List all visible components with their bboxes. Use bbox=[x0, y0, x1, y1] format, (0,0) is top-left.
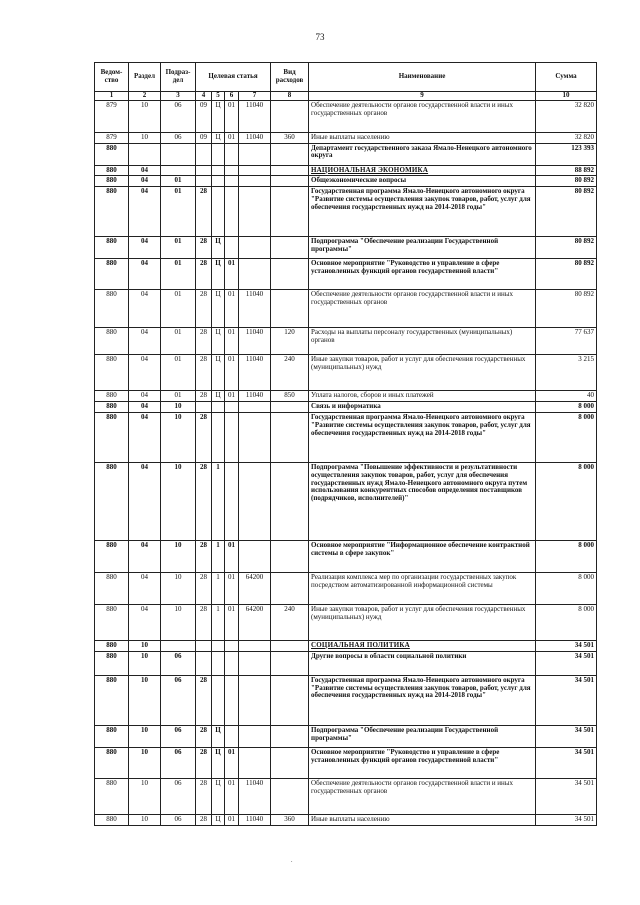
cell-cs-program: 28 bbox=[196, 290, 212, 328]
cell-razdel: 10 bbox=[129, 100, 161, 132]
cell-cs-subprogram: Ц bbox=[212, 355, 225, 391]
cell-vid-rashodov bbox=[271, 290, 309, 328]
cell-vid-rashodov bbox=[271, 237, 309, 259]
cell-vid-rashodov bbox=[271, 778, 309, 814]
cell-cs-subprogram: Ц bbox=[212, 259, 225, 290]
cell-cs-event: 01 bbox=[225, 604, 239, 640]
table-row bbox=[95, 355, 597, 391]
cell-cs-direction bbox=[239, 412, 271, 462]
cell-cs-direction: 11040 bbox=[239, 391, 271, 402]
cell-cs-event: 01 bbox=[225, 814, 239, 825]
cell-cs-program bbox=[196, 165, 212, 176]
cell-summa: 77 637 bbox=[536, 328, 597, 355]
cell-naimenovanie: Государственная программа Ямало-Ненецкого автономного округа "Развитие системы осуществления закупок товаров, работ, услуг для обеспечения государственных нужд на 2014-2018 годы" bbox=[309, 187, 536, 237]
cell-razdel: 10 bbox=[129, 651, 161, 675]
cell-vedomstvo: 880 bbox=[95, 604, 129, 640]
table-row bbox=[95, 290, 597, 328]
cell-razdel: 04 bbox=[129, 604, 161, 640]
cell-vid-rashodov bbox=[271, 100, 309, 132]
cell-summa: 80 892 bbox=[536, 290, 597, 328]
cell-vedomstvo: 880 bbox=[95, 747, 129, 778]
cell-vedomstvo: 879 bbox=[95, 100, 129, 132]
cell-summa: 88 892 bbox=[536, 165, 597, 176]
cell-razdel: 04 bbox=[129, 165, 161, 176]
cell-vedomstvo: 880 bbox=[95, 402, 129, 413]
cell-naimenovanie: Общеэкономические вопросы bbox=[309, 176, 536, 187]
cell-vedomstvo: 880 bbox=[95, 355, 129, 391]
table-row bbox=[95, 604, 597, 640]
cell-razdel: 04 bbox=[129, 176, 161, 187]
cell-summa: 8 000 bbox=[536, 540, 597, 572]
cell-cs-subprogram: Ц bbox=[212, 237, 225, 259]
column-number: 9 bbox=[309, 92, 536, 101]
cell-naimenovanie: Основное мероприятие "Информационное обеспечение контрактной системы в сфере закупок" bbox=[309, 540, 536, 572]
cell-cs-event bbox=[225, 237, 239, 259]
table-row bbox=[95, 747, 597, 778]
header-row bbox=[95, 63, 597, 92]
cell-summa: 8 000 bbox=[536, 462, 597, 540]
table-row bbox=[95, 651, 597, 675]
cell-cs-program: 28 bbox=[196, 355, 212, 391]
table-row bbox=[95, 237, 597, 259]
cell-summa: 8 000 bbox=[536, 412, 597, 462]
cell-podrazdel: 06 bbox=[161, 725, 196, 747]
cell-podrazdel: 01 bbox=[161, 391, 196, 402]
cell-cs-direction bbox=[239, 176, 271, 187]
cell-summa: 34 501 bbox=[536, 778, 597, 814]
cell-cs-direction: 11040 bbox=[239, 100, 271, 132]
cell-razdel: 04 bbox=[129, 462, 161, 540]
cell-vid-rashodov bbox=[271, 675, 309, 725]
cell-cs-subprogram: Ц bbox=[212, 747, 225, 778]
table-row bbox=[95, 391, 597, 402]
cell-cs-subprogram bbox=[212, 675, 225, 725]
cell-vid-rashodov bbox=[271, 540, 309, 572]
table-row bbox=[95, 462, 597, 540]
column-number: 2 bbox=[129, 92, 161, 101]
cell-cs-program: 28 bbox=[196, 778, 212, 814]
cell-cs-event bbox=[225, 187, 239, 237]
cell-podrazdel: 10 bbox=[161, 604, 196, 640]
column-number: 6 bbox=[225, 92, 239, 101]
cell-cs-subprogram: 1 bbox=[212, 572, 225, 604]
cell-razdel: 04 bbox=[129, 540, 161, 572]
cell-cs-event bbox=[225, 143, 239, 165]
cell-podrazdel: 10 bbox=[161, 572, 196, 604]
cell-cs-program: 28 bbox=[196, 237, 212, 259]
cell-cs-event: 01 bbox=[225, 355, 239, 391]
cell-cs-direction bbox=[239, 237, 271, 259]
cell-naimenovanie: Обеспечение деятельности органов государственной власти и иных государственных органов bbox=[309, 100, 536, 132]
table-row bbox=[95, 187, 597, 237]
cell-summa: 8 000 bbox=[536, 572, 597, 604]
cell-cs-subprogram: Ц bbox=[212, 328, 225, 355]
column-number-row bbox=[95, 92, 597, 101]
cell-cs-subprogram: 1 bbox=[212, 540, 225, 572]
cell-summa: 80 892 bbox=[536, 259, 597, 290]
column-number: 7 bbox=[239, 92, 271, 101]
cell-cs-direction bbox=[239, 675, 271, 725]
cell-cs-event: 01 bbox=[225, 100, 239, 132]
cell-vid-rashodov bbox=[271, 412, 309, 462]
cell-razdel: 04 bbox=[129, 572, 161, 604]
cell-cs-event bbox=[225, 675, 239, 725]
cell-naimenovanie: Подпрограмма "Обеспечение реализации Государственной программы" bbox=[309, 725, 536, 747]
cell-cs-subprogram bbox=[212, 640, 225, 651]
cell-vid-rashodov bbox=[271, 462, 309, 540]
cell-cs-subprogram: Ц bbox=[212, 725, 225, 747]
cell-naimenovanie: Связь и информатика bbox=[309, 402, 536, 413]
cell-cs-event: 01 bbox=[225, 391, 239, 402]
cell-naimenovanie: Уплата налогов, сборов и иных платежей bbox=[309, 391, 536, 402]
cell-podrazdel bbox=[161, 640, 196, 651]
cell-vid-rashodov bbox=[271, 747, 309, 778]
cell-cs-event: 01 bbox=[225, 747, 239, 778]
cell-razdel: 04 bbox=[129, 187, 161, 237]
table-row bbox=[95, 540, 597, 572]
cell-cs-event bbox=[225, 640, 239, 651]
cell-naimenovanie: Иные выплаты населению bbox=[309, 132, 536, 143]
table-row bbox=[95, 412, 597, 462]
cell-podrazdel: 01 bbox=[161, 237, 196, 259]
cell-summa: 34 501 bbox=[536, 640, 597, 651]
cell-vedomstvo: 880 bbox=[95, 725, 129, 747]
cell-podrazdel: 06 bbox=[161, 132, 196, 143]
cell-cs-subprogram: 1 bbox=[212, 604, 225, 640]
column-number: 5 bbox=[212, 92, 225, 101]
cell-cs-direction: 64200 bbox=[239, 572, 271, 604]
cell-vedomstvo: 880 bbox=[95, 187, 129, 237]
cell-cs-program: 28 bbox=[196, 604, 212, 640]
cell-vid-rashodov: 850 bbox=[271, 391, 309, 402]
header-vedomstvo: Ведом-ство bbox=[95, 63, 129, 92]
cell-cs-direction bbox=[239, 651, 271, 675]
cell-cs-direction bbox=[239, 747, 271, 778]
cell-cs-subprogram: Ц bbox=[212, 778, 225, 814]
cell-cs-event: 01 bbox=[225, 328, 239, 355]
cell-vid-rashodov: 360 bbox=[271, 814, 309, 825]
cell-cs-program: 28 bbox=[196, 572, 212, 604]
cell-summa: 32 820 bbox=[536, 100, 597, 132]
cell-naimenovanie: Государственная программа Ямало-Ненецкого автономного округа "Развитие системы осуществления закупок товаров, работ, услуг для обеспечения государственных нужд на 2014-2018 годы" bbox=[309, 675, 536, 725]
cell-cs-program: 09 bbox=[196, 132, 212, 143]
cell-vid-rashodov bbox=[271, 725, 309, 747]
cell-naimenovanie: Другие вопросы в области социальной политики bbox=[309, 651, 536, 675]
cell-vedomstvo: 880 bbox=[95, 259, 129, 290]
cell-cs-program: 28 bbox=[196, 725, 212, 747]
cell-podrazdel bbox=[161, 165, 196, 176]
cell-vid-rashodov bbox=[271, 402, 309, 413]
table-row bbox=[95, 572, 597, 604]
cell-razdel: 10 bbox=[129, 132, 161, 143]
cell-cs-subprogram: 1 bbox=[212, 462, 225, 540]
cell-vedomstvo: 880 bbox=[95, 176, 129, 187]
cell-razdel: 10 bbox=[129, 814, 161, 825]
cell-cs-subprogram bbox=[212, 165, 225, 176]
cell-vedomstvo: 880 bbox=[95, 778, 129, 814]
cell-cs-event bbox=[225, 165, 239, 176]
cell-cs-event: 01 bbox=[225, 778, 239, 814]
cell-podrazdel: 06 bbox=[161, 778, 196, 814]
cell-vedomstvo: 880 bbox=[95, 640, 129, 651]
cell-naimenovanie: Иные закупки товаров, работ и услуг для обеспечения государственных (муниципальных) нужд bbox=[309, 604, 536, 640]
cell-summa: 34 501 bbox=[536, 725, 597, 747]
cell-cs-event: 01 bbox=[225, 290, 239, 328]
cell-cs-program: 28 bbox=[196, 391, 212, 402]
cell-cs-program bbox=[196, 651, 212, 675]
cell-summa: 34 501 bbox=[536, 814, 597, 825]
cell-razdel: 10 bbox=[129, 725, 161, 747]
table-row bbox=[95, 814, 597, 825]
cell-naimenovanie: НАЦИОНАЛЬНАЯ ЭКОНОМИКА bbox=[309, 165, 536, 176]
cell-cs-subprogram: Ц bbox=[212, 100, 225, 132]
cell-naimenovanie: Обеспечение деятельности органов государственной власти и иных государственных органов bbox=[309, 290, 536, 328]
cell-podrazdel: 06 bbox=[161, 675, 196, 725]
cell-cs-subprogram bbox=[212, 187, 225, 237]
cell-cs-direction bbox=[239, 725, 271, 747]
cell-cs-event bbox=[225, 462, 239, 540]
page-number: 73 bbox=[315, 32, 325, 42]
table-row bbox=[95, 778, 597, 814]
cell-summa: 3 215 bbox=[536, 355, 597, 391]
cell-vid-rashodov bbox=[271, 572, 309, 604]
cell-vedomstvo: 880 bbox=[95, 651, 129, 675]
cell-cs-direction: 11040 bbox=[239, 814, 271, 825]
cell-podrazdel: 06 bbox=[161, 814, 196, 825]
cell-summa: 40 bbox=[536, 391, 597, 402]
cell-vid-rashodov: 240 bbox=[271, 604, 309, 640]
cell-cs-program: 09 bbox=[196, 100, 212, 132]
cell-cs-direction bbox=[239, 187, 271, 237]
cell-cs-event: 01 bbox=[225, 132, 239, 143]
cell-cs-subprogram: Ц bbox=[212, 132, 225, 143]
cell-razdel bbox=[129, 143, 161, 165]
cell-cs-event bbox=[225, 402, 239, 413]
cell-cs-event: 01 bbox=[225, 540, 239, 572]
cell-naimenovanie: Реализация комплекса мер по организации государственных закупок посредством автоматизированной информационной системы bbox=[309, 572, 536, 604]
cell-razdel: 04 bbox=[129, 402, 161, 413]
cell-vedomstvo: 880 bbox=[95, 814, 129, 825]
cell-summa: 80 892 bbox=[536, 237, 597, 259]
cell-podrazdel: 01 bbox=[161, 290, 196, 328]
cell-cs-program: 28 bbox=[196, 814, 212, 825]
cell-summa: 80 892 bbox=[536, 187, 597, 237]
column-number: 8 bbox=[271, 92, 309, 101]
cell-cs-program: 28 bbox=[196, 328, 212, 355]
cell-cs-program bbox=[196, 640, 212, 651]
cell-naimenovanie: Основное мероприятие "Руководство и управление в сфере установленных функций органов государственной власти" bbox=[309, 747, 536, 778]
cell-cs-direction bbox=[239, 259, 271, 290]
cell-vid-rashodov bbox=[271, 259, 309, 290]
cell-podrazdel: 06 bbox=[161, 747, 196, 778]
cell-vedomstvo: 880 bbox=[95, 391, 129, 402]
cell-cs-event bbox=[225, 725, 239, 747]
table-row bbox=[95, 176, 597, 187]
cell-cs-direction bbox=[239, 165, 271, 176]
cell-cs-direction: 11040 bbox=[239, 778, 271, 814]
cell-podrazdel bbox=[161, 143, 196, 165]
cell-razdel: 04 bbox=[129, 259, 161, 290]
cell-vid-rashodov bbox=[271, 165, 309, 176]
cell-vid-rashodov bbox=[271, 187, 309, 237]
cell-podrazdel: 06 bbox=[161, 100, 196, 132]
cell-naimenovanie: Основное мероприятие "Руководство и управление в сфере установленных функций органов государственной власти" bbox=[309, 259, 536, 290]
footer-mark: . bbox=[291, 858, 293, 864]
cell-cs-event: 01 bbox=[225, 259, 239, 290]
cell-vid-rashodov: 240 bbox=[271, 355, 309, 391]
cell-cs-direction: 11040 bbox=[239, 132, 271, 143]
cell-vedomstvo: 880 bbox=[95, 237, 129, 259]
cell-naimenovanie: Подпрограмма "Обеспечение реализации Государственной программы" bbox=[309, 237, 536, 259]
cell-razdel: 04 bbox=[129, 237, 161, 259]
cell-vedomstvo: 880 bbox=[95, 462, 129, 540]
cell-vedomstvo: 880 bbox=[95, 572, 129, 604]
table-row bbox=[95, 725, 597, 747]
table-row bbox=[95, 402, 597, 413]
table-row bbox=[95, 100, 597, 132]
cell-cs-subprogram bbox=[212, 143, 225, 165]
cell-naimenovanie: Обеспечение деятельности органов государственной власти и иных государственных органов bbox=[309, 778, 536, 814]
table-row bbox=[95, 143, 597, 165]
cell-cs-program: 28 bbox=[196, 412, 212, 462]
cell-vedomstvo: 880 bbox=[95, 328, 129, 355]
cell-razdel: 04 bbox=[129, 290, 161, 328]
cell-naimenovanie: СОЦИАЛЬНАЯ ПОЛИТИКА bbox=[309, 640, 536, 651]
cell-cs-program: 28 bbox=[196, 187, 212, 237]
cell-summa: 34 501 bbox=[536, 747, 597, 778]
cell-podrazdel: 10 bbox=[161, 462, 196, 540]
cell-naimenovanie: Государственная программа Ямало-Ненецкого автономного округа "Развитие системы осуществления закупок товаров, работ, услуг для обеспечения государственных нужд на 2014-2018 годы" bbox=[309, 412, 536, 462]
cell-summa: 8 000 bbox=[536, 402, 597, 413]
cell-razdel: 04 bbox=[129, 412, 161, 462]
cell-razdel: 10 bbox=[129, 747, 161, 778]
cell-naimenovanie: Подпрограмма "Повышение эффективности и результативности осуществления закупок товаров, работ, услуг для обеспечения государственных нужд Ямало-Ненецкого автономного округа путем использования конкурентных способов определения поставщиков (подрядчиков, исполнителей)" bbox=[309, 462, 536, 540]
cell-cs-subprogram: Ц bbox=[212, 391, 225, 402]
cell-podrazdel: 01 bbox=[161, 259, 196, 290]
cell-vedomstvo: 879 bbox=[95, 132, 129, 143]
cell-cs-subprogram bbox=[212, 176, 225, 187]
cell-naimenovanie: Иные выплаты населению bbox=[309, 814, 536, 825]
cell-podrazdel: 10 bbox=[161, 412, 196, 462]
cell-cs-subprogram: Ц bbox=[212, 814, 225, 825]
table-row bbox=[95, 132, 597, 143]
cell-cs-direction: 11040 bbox=[239, 328, 271, 355]
table-row bbox=[95, 675, 597, 725]
cell-cs-program bbox=[196, 402, 212, 413]
cell-vid-rashodov bbox=[271, 176, 309, 187]
cell-razdel: 04 bbox=[129, 328, 161, 355]
cell-summa: 34 501 bbox=[536, 651, 597, 675]
cell-summa: 32 820 bbox=[536, 132, 597, 143]
column-number: 10 bbox=[536, 92, 597, 101]
cell-cs-subprogram bbox=[212, 651, 225, 675]
header-podrazdel: Подраз-дел bbox=[161, 63, 196, 92]
cell-podrazdel: 01 bbox=[161, 176, 196, 187]
table-row bbox=[95, 328, 597, 355]
cell-cs-direction bbox=[239, 402, 271, 413]
cell-cs-subprogram: Ц bbox=[212, 290, 225, 328]
cell-summa: 8 000 bbox=[536, 604, 597, 640]
table-row bbox=[95, 640, 597, 651]
cell-cs-event: 01 bbox=[225, 572, 239, 604]
cell-cs-program: 28 bbox=[196, 675, 212, 725]
cell-razdel: 04 bbox=[129, 355, 161, 391]
column-number: 3 bbox=[161, 92, 196, 101]
cell-cs-program: 28 bbox=[196, 540, 212, 572]
cell-podrazdel: 01 bbox=[161, 187, 196, 237]
cell-podrazdel: 01 bbox=[161, 328, 196, 355]
cell-cs-event bbox=[225, 176, 239, 187]
cell-cs-program bbox=[196, 143, 212, 165]
table-row bbox=[95, 259, 597, 290]
cell-podrazdel: 10 bbox=[161, 402, 196, 413]
cell-vedomstvo: 880 bbox=[95, 165, 129, 176]
cell-cs-program bbox=[196, 176, 212, 187]
cell-cs-program: 28 bbox=[196, 259, 212, 290]
header-razdel: Раздел bbox=[129, 63, 161, 92]
cell-cs-direction bbox=[239, 462, 271, 540]
cell-cs-program: 28 bbox=[196, 747, 212, 778]
cell-vedomstvo: 880 bbox=[95, 412, 129, 462]
cell-cs-event bbox=[225, 412, 239, 462]
column-number: 4 bbox=[196, 92, 212, 101]
cell-cs-subprogram bbox=[212, 412, 225, 462]
cell-cs-subprogram bbox=[212, 402, 225, 413]
cell-cs-direction: 11040 bbox=[239, 355, 271, 391]
cell-vid-rashodov: 360 bbox=[271, 132, 309, 143]
cell-cs-direction: 64200 bbox=[239, 604, 271, 640]
cell-cs-program: 28 bbox=[196, 462, 212, 540]
budget-table bbox=[94, 62, 597, 826]
cell-naimenovanie: Расходы на выплаты персоналу государственных (муниципальных) органов bbox=[309, 328, 536, 355]
header-summa: Сумма bbox=[536, 63, 597, 92]
cell-razdel: 04 bbox=[129, 391, 161, 402]
header-vid-rashodov: Вид расходов bbox=[271, 63, 309, 92]
cell-summa: 34 501 bbox=[536, 675, 597, 725]
cell-vedomstvo: 880 bbox=[95, 675, 129, 725]
cell-podrazdel: 06 bbox=[161, 651, 196, 675]
cell-vid-rashodov bbox=[271, 143, 309, 165]
cell-cs-direction bbox=[239, 540, 271, 572]
cell-podrazdel: 10 bbox=[161, 540, 196, 572]
cell-naimenovanie: Иные закупки товаров, работ и услуг для обеспечения государственных (муниципальных) нужд bbox=[309, 355, 536, 391]
cell-vid-rashodov bbox=[271, 640, 309, 651]
cell-naimenovanie: Департамент государственного заказа Ямало-Ненецкого автономного округа bbox=[309, 143, 536, 165]
cell-cs-event bbox=[225, 651, 239, 675]
cell-vedomstvo: 880 bbox=[95, 143, 129, 165]
cell-razdel: 10 bbox=[129, 640, 161, 651]
cell-vedomstvo: 880 bbox=[95, 290, 129, 328]
cell-cs-direction bbox=[239, 640, 271, 651]
cell-podrazdel: 01 bbox=[161, 355, 196, 391]
cell-vid-rashodov bbox=[271, 651, 309, 675]
header-naimenovanie: Наименование bbox=[309, 63, 536, 92]
cell-razdel: 10 bbox=[129, 778, 161, 814]
cell-cs-direction: 11040 bbox=[239, 290, 271, 328]
header-celevaya-statya: Целевая статья bbox=[196, 63, 271, 92]
cell-summa: 80 892 bbox=[536, 176, 597, 187]
cell-vid-rashodov: 120 bbox=[271, 328, 309, 355]
cell-cs-direction bbox=[239, 143, 271, 165]
cell-summa: 123 393 bbox=[536, 143, 597, 165]
column-number: 1 bbox=[95, 92, 129, 101]
cell-razdel: 10 bbox=[129, 675, 161, 725]
table-row bbox=[95, 165, 597, 176]
cell-vedomstvo: 880 bbox=[95, 540, 129, 572]
